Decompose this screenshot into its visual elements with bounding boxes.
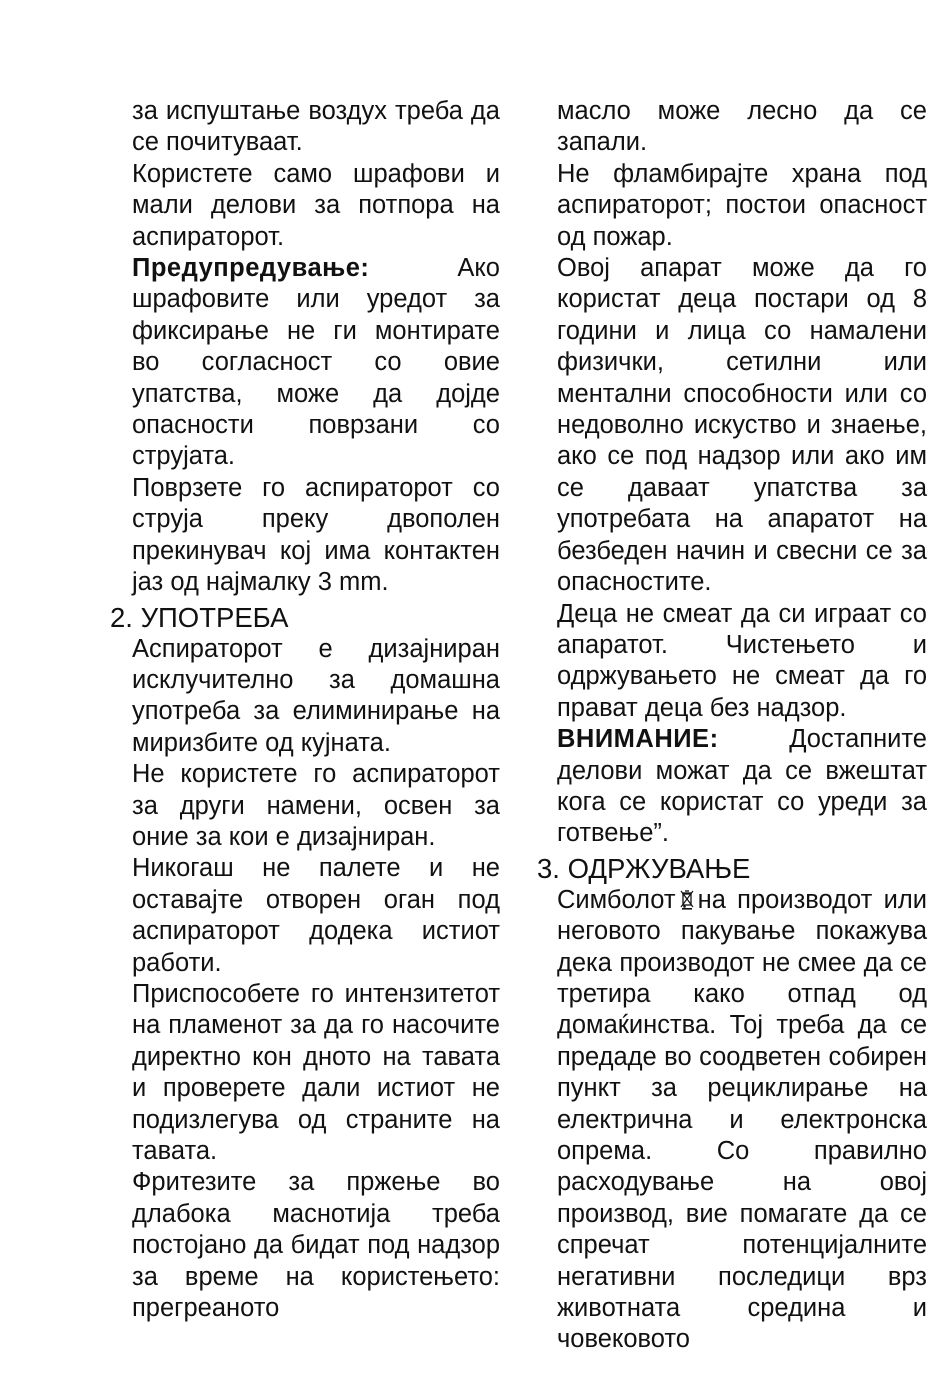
right-column	[537, 96, 927, 1356]
attention-text: Достапните делови можат да се вжештат кога се користат со уреди за готвење”.	[557, 725, 927, 848]
right-paragraph-3: Овој апарат може да го користат деца постари од 8 години и лица со намалени физички, сетилни или ментални способности или со недоволно искуство и знаење, ако се под надзор или ако им се даваат упатства за употребата на апаратот на безбеден начин и свесни се за опасностите.	[557, 254, 927, 597]
section-2-heading: 2. УПОТРЕБА	[110, 601, 289, 633]
warning-label: Предупредување:	[132, 254, 370, 283]
right-paragraph-1: масло може лесно да се запали.	[557, 97, 927, 157]
attention-label: ВНИМАНИЕ:	[557, 725, 719, 754]
right-paragraph-5	[557, 724, 927, 850]
left-paragraph-1: за испуштање воздух треба да се почитуваат.	[132, 97, 500, 157]
left-paragraph-8: Приспособете го интензитетот на пламенот за да го насочите директно кон дното на тавата и проверете дали истиот не подизлегува од страните на тавата.	[132, 979, 500, 1165]
right-paragraph-2: Не фламбирајте храна под аспираторот; постои опасност од пожар.	[557, 159, 927, 251]
left-paragraph-2: Користете само шрафови и мали делови за потпора на аспираторот.	[132, 159, 500, 251]
left-column	[110, 96, 500, 1324]
left-paragraph-5: Аспираторот е дизајниран исклучително за домашна употреба за елиминирање на миризбите од кујната.	[132, 634, 500, 757]
left-paragraph-6: Не користете го аспираторот за други намени, освен за оние за кои е дизајниран.	[132, 760, 500, 851]
symbol-text-after: на производот или неговото пакување покажува дека производот не смее да се третира како отпад од домаќинства. Тој треба да се предаде во соодветен собирен пункт за рециклирање на електрична и електронска опрема. Со правилно расходување на овој производ, вие помагате да се спречат потенцијалните негативни последици врз животната средина и човековото	[557, 885, 927, 1354]
symbol-text-before: Симболот	[557, 885, 676, 914]
warning-text: Ако шрафовите или уредот за фиксирање не ги монтирате во согласност со овие упатства, може да дојде опасности поврзани со струјата.	[132, 254, 500, 471]
right-paragraph-4: Деца не смеат да си играат со апаратот. Чистењето и одржувањето не смеат да го прават деца без надзор.	[557, 599, 927, 722]
left-paragraph-4: Поврзете го аспираторот со струја преку двополен прекинувач кој има контактен јаз од најмалку 3 mm.	[132, 473, 500, 597]
crossed-out-wheelie-bin-icon	[680, 888, 694, 910]
left-paragraph-3	[132, 253, 500, 473]
right-paragraph-6	[557, 885, 927, 1356]
left-paragraph-7: Никогаш не палете и не оставајте отворен оган под аспираторот додека истиот работи.	[132, 854, 500, 977]
section-3-heading: 3. ОДРЖУВАЊЕ	[537, 852, 751, 884]
left-paragraph-9: Фритезите за пржење во длабока маснотија треба постојано да бидат под надзор за време на користењето: прегреаното	[132, 1168, 500, 1323]
